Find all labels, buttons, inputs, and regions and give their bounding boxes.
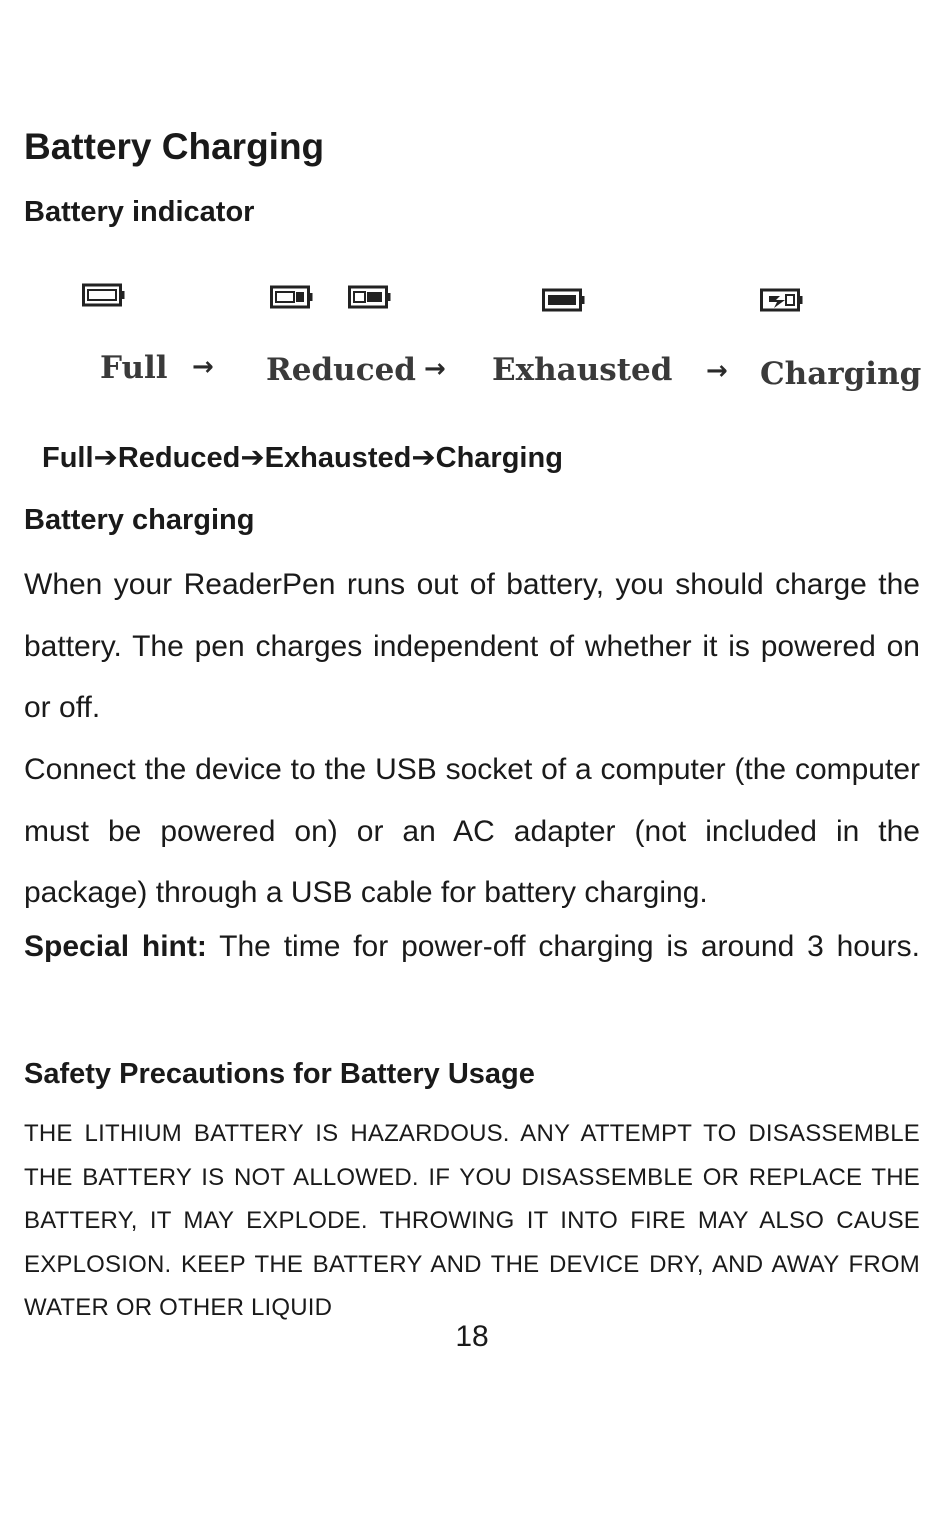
safety-text: THE LITHIUM BATTERY IS HAZARDOUS. ANY ATTEMPT TO DISASSEMBLE THE BATTERY IS NOT ALLOWED. IF YOU DISASSEMBLE OR REPLACE THE BATTERY, IT MAY EXPLODE. THROWING IT INTO FIRE MAY ALSO CAUSE EXPLOSION. KEEP THE BATTERY AND THE DEVICE DRY, AND AWAY FROM WATER OR OTHER LIQUID [24,1120,920,1321]
battery-indicator-heading: Battery indicator [24,196,255,228]
charging-paragraph-2: Connect the device to the USB socket of a computer (the computer must be powered on) or an AC adapter (not included in the package) through a USB cable for battery charging. [24,753,920,909]
sequence-exhausted: Exhausted [264,442,412,474]
sequence-reduced: Reduced [117,442,241,474]
battery-charging-icon [760,287,804,313]
battery-full-icon [82,282,126,308]
figure-arrow-icon: → [424,354,446,384]
charging-paragraph-1: When your ReaderPen runs out of battery, you should charge the battery. The pen charges independent of whether it is powered on or off. [24,568,920,724]
special-hint [24,930,920,964]
battery-exhausted-icon [542,287,586,313]
figure-arrow-icon: → [706,356,728,386]
arrow-right-icon: ➔ [411,440,436,474]
safety-heading: Safety Precautions for Battery Usage [24,1058,535,1090]
special-hint-label: Special hint: [24,930,207,963]
arrow-right-icon: ➔ [93,440,118,474]
figure-label-charging: Charging [760,356,922,392]
special-hint-text: The time for power-off charging is around 3 hours. [206,930,921,963]
page-number: 18 [455,1320,489,1353]
figure-label-full: Full [100,350,168,386]
battery-indicator-figure [74,270,922,405]
figure-label-exhausted: Exhausted [492,352,673,388]
sequence-full: Full [42,442,94,474]
sequence-charging: Charging [435,442,563,474]
battery-reduced-icon [270,284,314,310]
battery-reduced-icon [348,284,392,310]
arrow-right-icon: ➔ [240,440,265,474]
battery-state-sequence [42,440,563,475]
battery-charging-heading: Battery charging [24,504,255,536]
figure-arrow-icon: → [192,352,214,382]
section-title: Battery Charging [24,126,325,167]
figure-label-reduced: Reduced [266,352,416,388]
